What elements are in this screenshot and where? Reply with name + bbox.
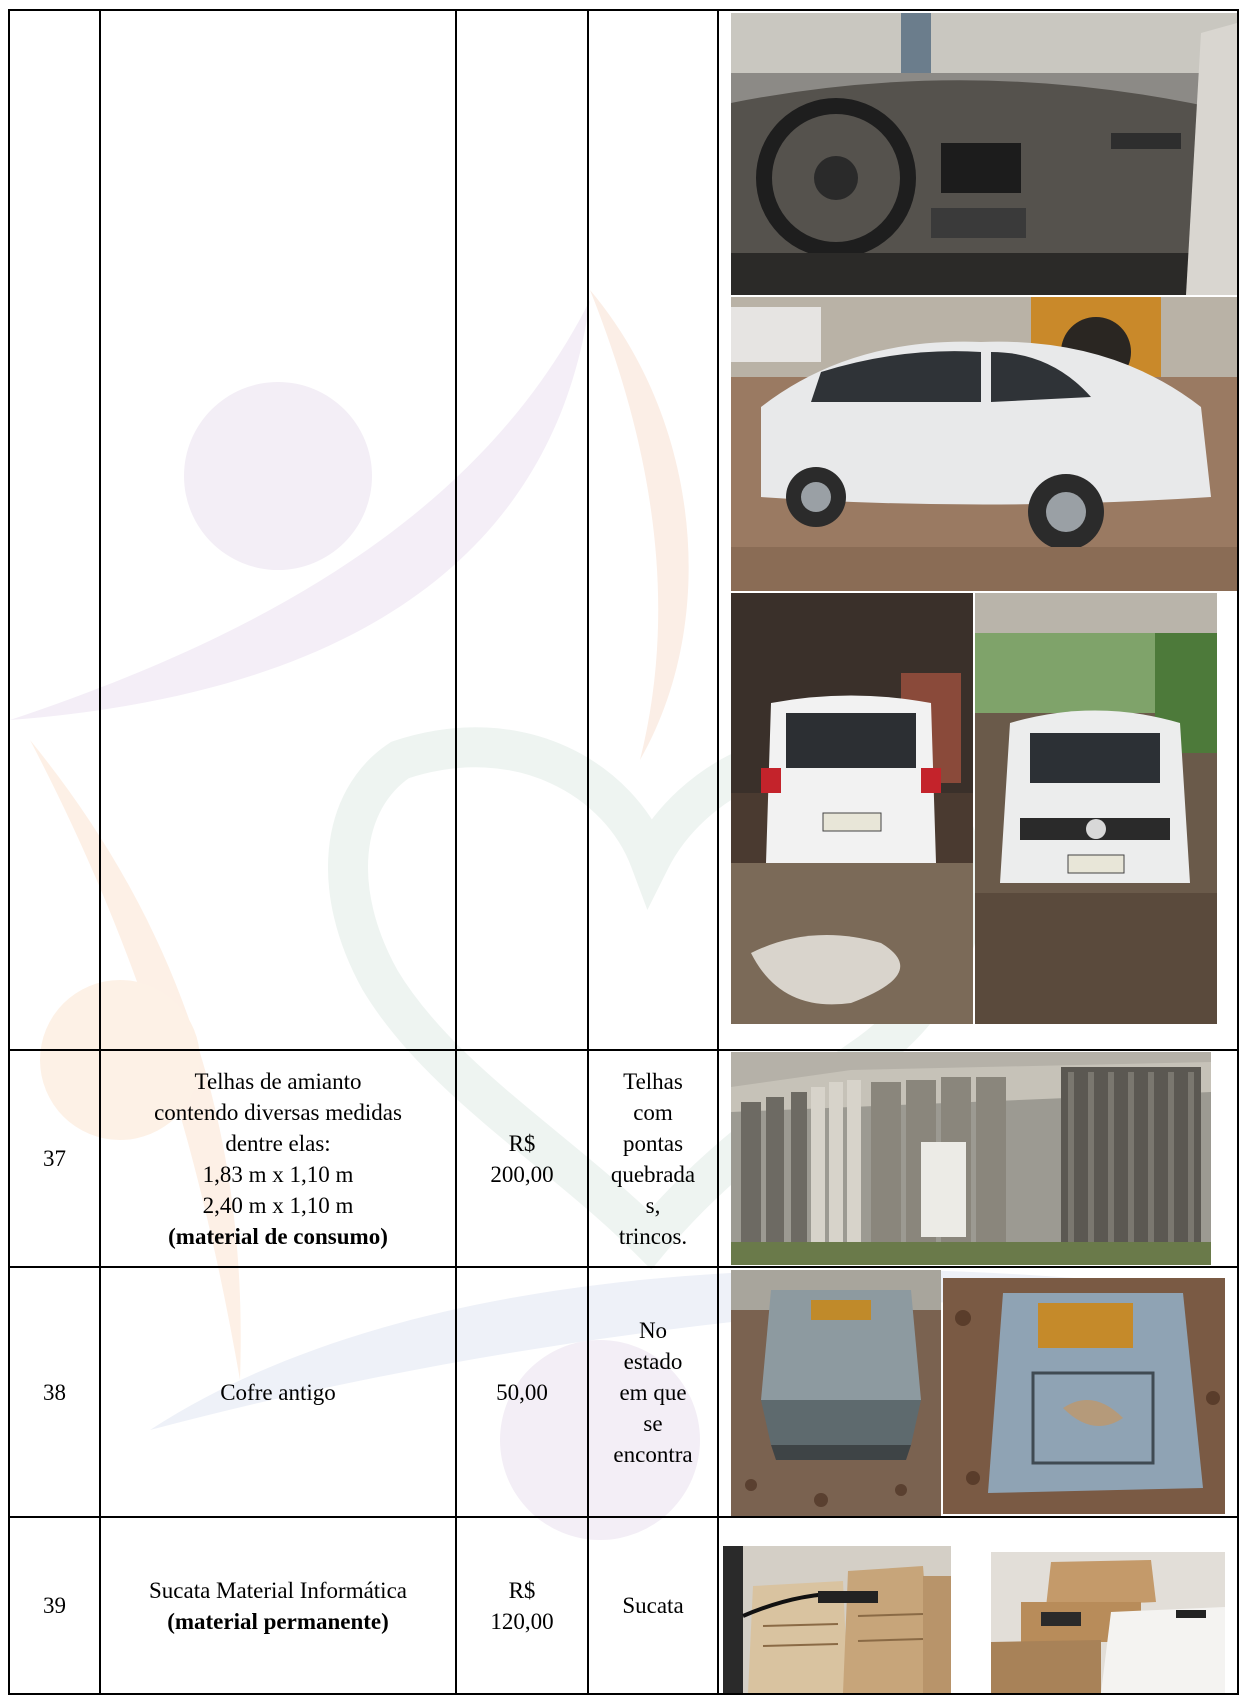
table-row bbox=[9, 1050, 1238, 1267]
value-line: R$ bbox=[508, 1130, 536, 1156]
item-photos-cell bbox=[718, 1050, 1238, 1267]
condition-line: Telhas bbox=[623, 1068, 683, 1094]
value-line: 50,00 bbox=[496, 1379, 548, 1405]
condition-line: se bbox=[643, 1410, 663, 1436]
car-side-photo bbox=[731, 297, 1237, 591]
condition-line: trincos. bbox=[618, 1223, 688, 1249]
table-row bbox=[9, 1267, 1238, 1517]
item-photos-cell bbox=[718, 1267, 1238, 1517]
car-front-photo bbox=[975, 593, 1217, 1024]
item-condition-cell bbox=[588, 10, 718, 1050]
item-condition-cell bbox=[588, 1267, 718, 1517]
condition-line: encontra bbox=[613, 1441, 693, 1467]
value-line: 200,00 bbox=[490, 1161, 554, 1187]
safe-photo-right bbox=[943, 1278, 1225, 1514]
car-rear-photo bbox=[731, 593, 973, 1024]
desc-line: Sucata Material Informática bbox=[149, 1577, 407, 1603]
value-line: R$ bbox=[508, 1577, 536, 1603]
condition-line: estado bbox=[623, 1348, 683, 1374]
condition-line: No bbox=[638, 1317, 668, 1343]
condition-line: em que bbox=[619, 1379, 687, 1405]
item-number-cell: 39 bbox=[9, 1517, 100, 1694]
item-description-cell bbox=[100, 1517, 456, 1694]
car-dashboard-photo bbox=[731, 13, 1237, 295]
desc-line: Telhas de amianto bbox=[194, 1068, 362, 1094]
scrap-boxes-photo-left bbox=[723, 1546, 951, 1693]
item-photos-cell bbox=[718, 1517, 1238, 1694]
item-condition-cell bbox=[588, 1050, 718, 1267]
item-description-cell bbox=[100, 10, 456, 1050]
item-value-cell bbox=[456, 10, 588, 1050]
item-number-cell bbox=[9, 10, 100, 1050]
desc-line-material-type: (material de consumo) bbox=[168, 1223, 388, 1249]
items-table bbox=[8, 9, 1239, 1695]
condition-line: com bbox=[633, 1099, 673, 1125]
desc-line: contendo diversas medidas bbox=[154, 1099, 402, 1125]
item-value-cell bbox=[456, 1267, 588, 1517]
asbestos-tiles-photo bbox=[731, 1052, 1211, 1265]
condition-line: s, bbox=[645, 1192, 661, 1218]
condition-line: pontas bbox=[622, 1130, 684, 1156]
scrap-boxes-photo-right bbox=[991, 1552, 1225, 1693]
item-description-cell bbox=[100, 1267, 456, 1517]
value-line: 120,00 bbox=[490, 1608, 554, 1634]
condition-line: Sucata bbox=[622, 1593, 684, 1618]
item-description-cell bbox=[100, 1050, 456, 1267]
desc-line: Cofre antigo bbox=[220, 1379, 336, 1405]
desc-line: dentre elas: bbox=[225, 1130, 331, 1156]
item-condition-cell bbox=[588, 1517, 718, 1694]
desc-line-material-type: (material permanente) bbox=[167, 1608, 389, 1634]
item-photos-cell bbox=[718, 10, 1238, 1050]
desc-line: 2,40 m x 1,10 m bbox=[202, 1192, 354, 1218]
item-value-cell bbox=[456, 1050, 588, 1267]
safe-photo-left bbox=[731, 1270, 941, 1516]
table-row bbox=[9, 10, 1238, 1050]
item-value-cell bbox=[456, 1517, 588, 1694]
item-number-cell: 38 bbox=[9, 1267, 100, 1517]
table-row bbox=[9, 1517, 1238, 1694]
item-number-cell: 37 bbox=[9, 1050, 100, 1267]
desc-line: 1,83 m x 1,10 m bbox=[202, 1161, 354, 1187]
condition-line: quebrada bbox=[610, 1161, 696, 1187]
